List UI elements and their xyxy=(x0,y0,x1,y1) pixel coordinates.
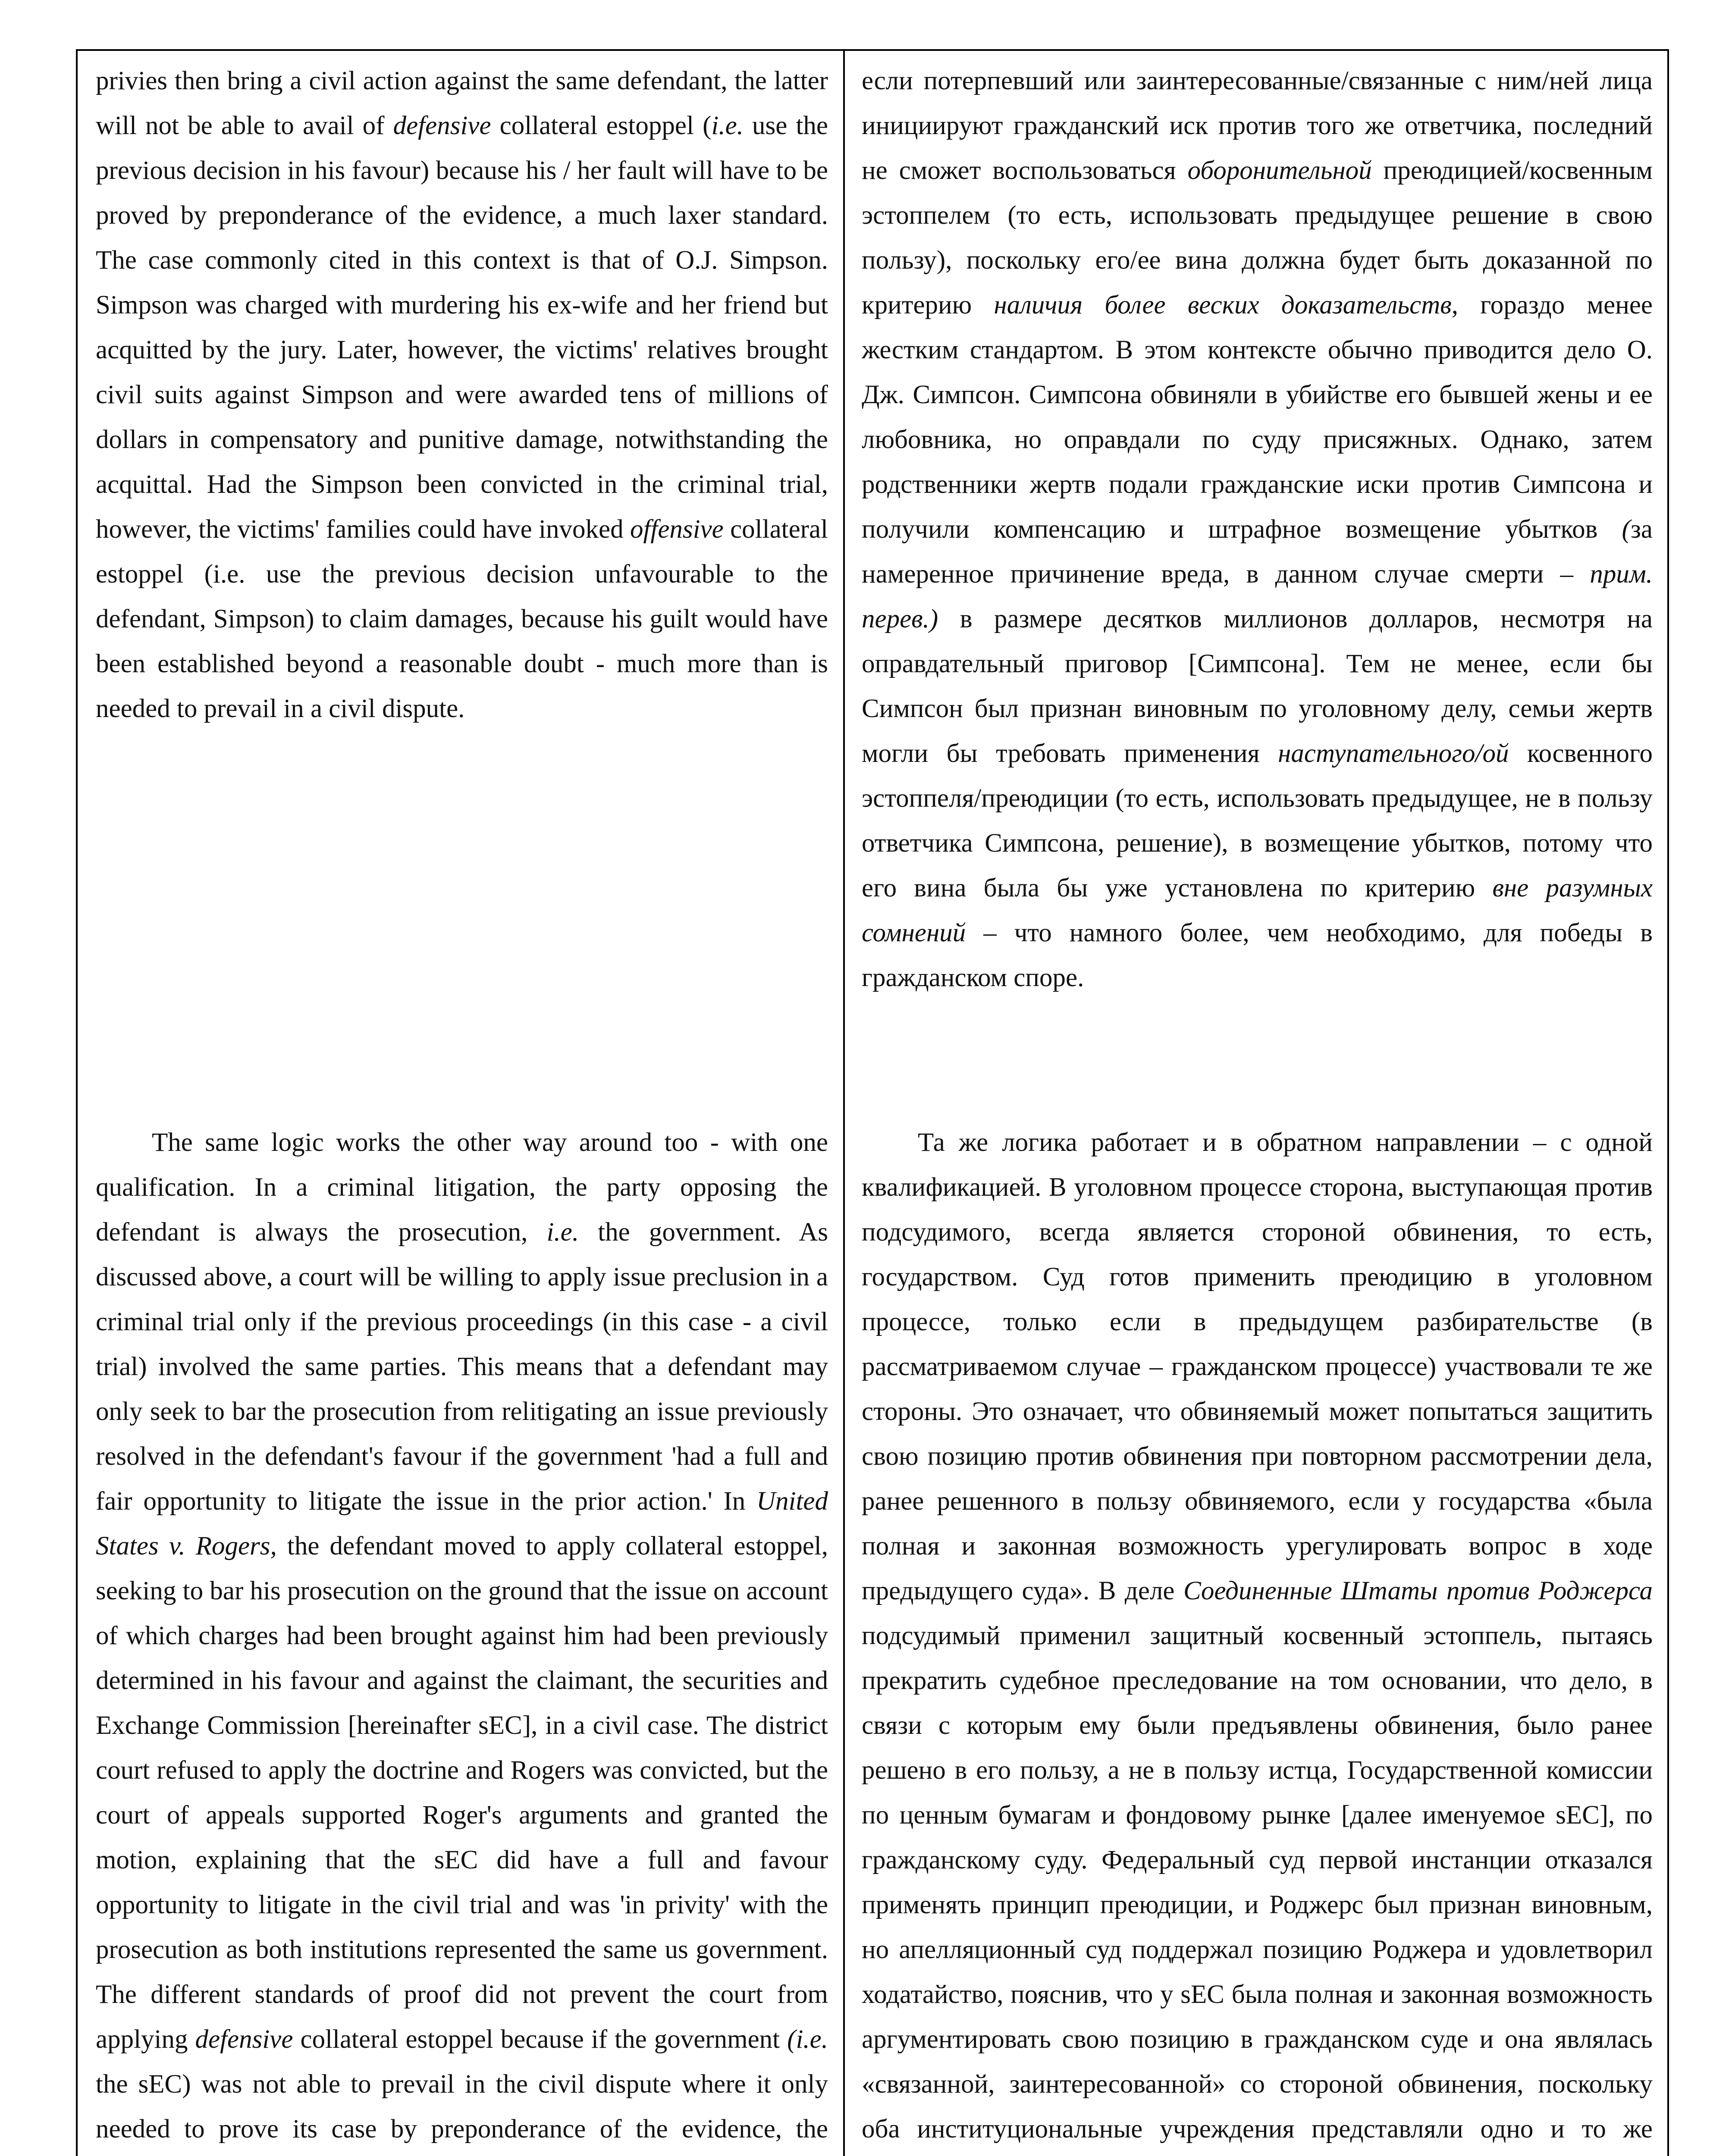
italic-run: United States v. Rogers, xyxy=(96,1487,828,1561)
text-run: use the previous decision in his favour) because his / her fault will have to be proved by preponderance of the evidence, a much laxer standard. The case commonly cited in this context is that of O.J. Simpson. Simpson was charged with murdering his ex-wife and her friend but acquitted by the jury. Later, however, the victims' relatives brought civil suits against Simpson and were awarded tens of millions of dollars in compensatory and punitive damage, notwithstanding the acquittal. Had the Simpson been convicted in the criminal trial, however, the victims' families could have invoked xyxy=(96,111,828,544)
text-run: косвенного эстоппеля/преюдиции (то есть, использовать предыдущее, не в пользу ответчика Симпсона, решение), в возмещение убытков, потому что его вина была бы уже установлена по критерию xyxy=(862,739,1653,903)
text-run: collateral estoppel ( xyxy=(491,111,712,140)
italic-run: наступательного/ой xyxy=(1278,739,1509,768)
text-run: privies then bring a civil action against the same defendant, the latter will not be able to avail of xyxy=(96,66,828,140)
italic-run: вне разумных сомнений xyxy=(862,874,1653,947)
english-cell-2 xyxy=(96,1120,828,2156)
italic-run: ( xyxy=(1622,515,1631,544)
english-cell-1 xyxy=(96,59,828,1102)
italic-run: i.e. xyxy=(711,111,744,140)
english-paragraph-2 xyxy=(96,1120,828,2156)
text-run: the defendant moved to apply collateral estoppel, seeking to bar his prosecution on the ground that the issue on account of which charges had been brought against him had been previously determined in his favour and against the claimant, the securities and Exchange Commission [hereinafter sEC], in a civil case. The district court refused to apply the doctrine and Rogers was convicted, but the court of appeals supported Roger's arguments and granted the motion, explaining that the sEC did have a full and favour opportunity to litigate in the civil trial and was 'in privity' with the prosecution as both institutions represented the same us government. The different standards of proof did not prevent the court from applying xyxy=(96,1532,828,2054)
italic-run: offensive xyxy=(630,515,724,544)
text-run: the government. As discussed above, a court will be willing to apply issue preclusion in a criminal trial only if the previous proceedings (in this case - a civil trial) involved the same parties. This means that a defendant may only seek to bar the prosecution from relitigating an issue previously resolved in the defendant's favour if the government 'had a full and fair opportunity to litigate the issue in the prior action.' In xyxy=(96,1218,828,1516)
italic-run: defensive xyxy=(393,111,491,140)
italic-run: наличия более веских доказательств xyxy=(994,291,1452,320)
text-run: the sEC) was not able to prevail in the civil dispute where it only needed to prove its case by preponderance of the evidence, the xyxy=(96,2070,828,2143)
italic-run: оборонительной xyxy=(1187,156,1372,185)
text-run: в размере десятков миллионов долларов, несмотря на оправдательный приговор [Симпсона]. Тем не менее, если бы Симпсон был признан виновным по уголовному делу, семьи жертв могли бы требовать применения xyxy=(862,605,1653,768)
italic-run: i.e. xyxy=(546,1218,579,1247)
english-paragraph-1 xyxy=(96,59,828,731)
text-run: за намеренное причинение вреда, в данном случае смерти – xyxy=(862,515,1653,589)
russian-paragraph-1 xyxy=(862,59,1653,1000)
italic-run: (i.e. xyxy=(787,2025,828,2054)
italic-run: прим. перев.) xyxy=(862,560,1653,633)
russian-cell-1 xyxy=(862,59,1653,1102)
italic-run: Соединенные Штаты против Роджерса xyxy=(1183,1576,1653,1605)
text-run: если потерпевший или заинтересованные/связанные с ним/ней лица инициируют гражданский иск против того же ответчика, последний не сможет воспользоваться xyxy=(862,66,1653,185)
text-run: collateral estoppel (i.e. use the previous decision unfavourable to the defendant, Simpson) to claim damages, because his guilt would have been established beyond a reasonable doubt - much more than is needed to prevail in a civil dispute. xyxy=(96,515,828,723)
text-run: Та же логика работает и в обратном направлении – с одной квалификацией. В уголовном процессе сторона, выступающая против подсудимого, всегда является стороной обвинения, то есть, государством. Суд готов применить преюдицию в уголовном процессе, только если в предыдущем разбирательстве (в рассматриваемом случае – гражданском процессе) участвовали те же стороны. Это означает, что обвиняемый может попытаться защитить свою позицию против обвинения при повторном рассмотрении дела, ранее решенного в пользу обвиняемого, если у государства «была полная и законная возможность урегулировать вопрос в ходе предыдущего суда». В деле xyxy=(862,1128,1653,1605)
bilingual-table xyxy=(76,49,1669,2156)
text-run: преюдицией/косвенным эстоппелем (то есть, использовать предыдущее решение в свою пользу), поскольку его/ее вина должна будет быть доказанной по критерию xyxy=(862,156,1653,320)
text-run: , гораздо менее жестким стандартом. В этом контексте обычно приводится дело О. Дж. Симпсон. Симпсона обвиняли в убийстве его бывшей жены и ее любовника, но оправдали по суду присяжных. Однако, затем родственники жертв подали гражданские иски против Симпсона и получили компенсацию и штрафное возмещение убытков xyxy=(862,291,1653,544)
text-run: – что намного более, чем необходимо, для победы в гражданском споре. xyxy=(862,918,1653,992)
column-divider xyxy=(843,51,845,2156)
text-run: подсудимый применил защитный косвенный эстоппель, пытаясь прекратить судебное преследование на том основании, что дело, в связи с которым ему были предъявлены обвинения, было ранее решено в его пользу, а не в пользу истца, Государственной комиссии по ценным бумагам и фондовому рынке [далее именуемое sEC], по гражданскому суду. Федеральный суд первой инстанции отказался применять принцип преюдиции, и Роджерс был признан виновным, но апелляционный суд поддержал позицию Роджера и удовлетворил ходатайство, пояснив, что у sEC была полная и законная возможность аргументировать свою позицию в гражданском суде и она являлась «связанной, заинтересованной» со стороной обвинения, поскольку оба институциональные учреждения представляли одно и то же xyxy=(862,1621,1653,2143)
text-run: collateral estoppel because if the government xyxy=(293,2025,788,2054)
russian-cell-2 xyxy=(862,1120,1653,2156)
text-run: The same logic works the other way around too - with one qualification. In a criminal litigation, the party opposing the defendant is always the prosecution, xyxy=(96,1128,828,1247)
russian-paragraph-2 xyxy=(862,1120,1653,2156)
italic-run: defensive xyxy=(195,2025,293,2054)
